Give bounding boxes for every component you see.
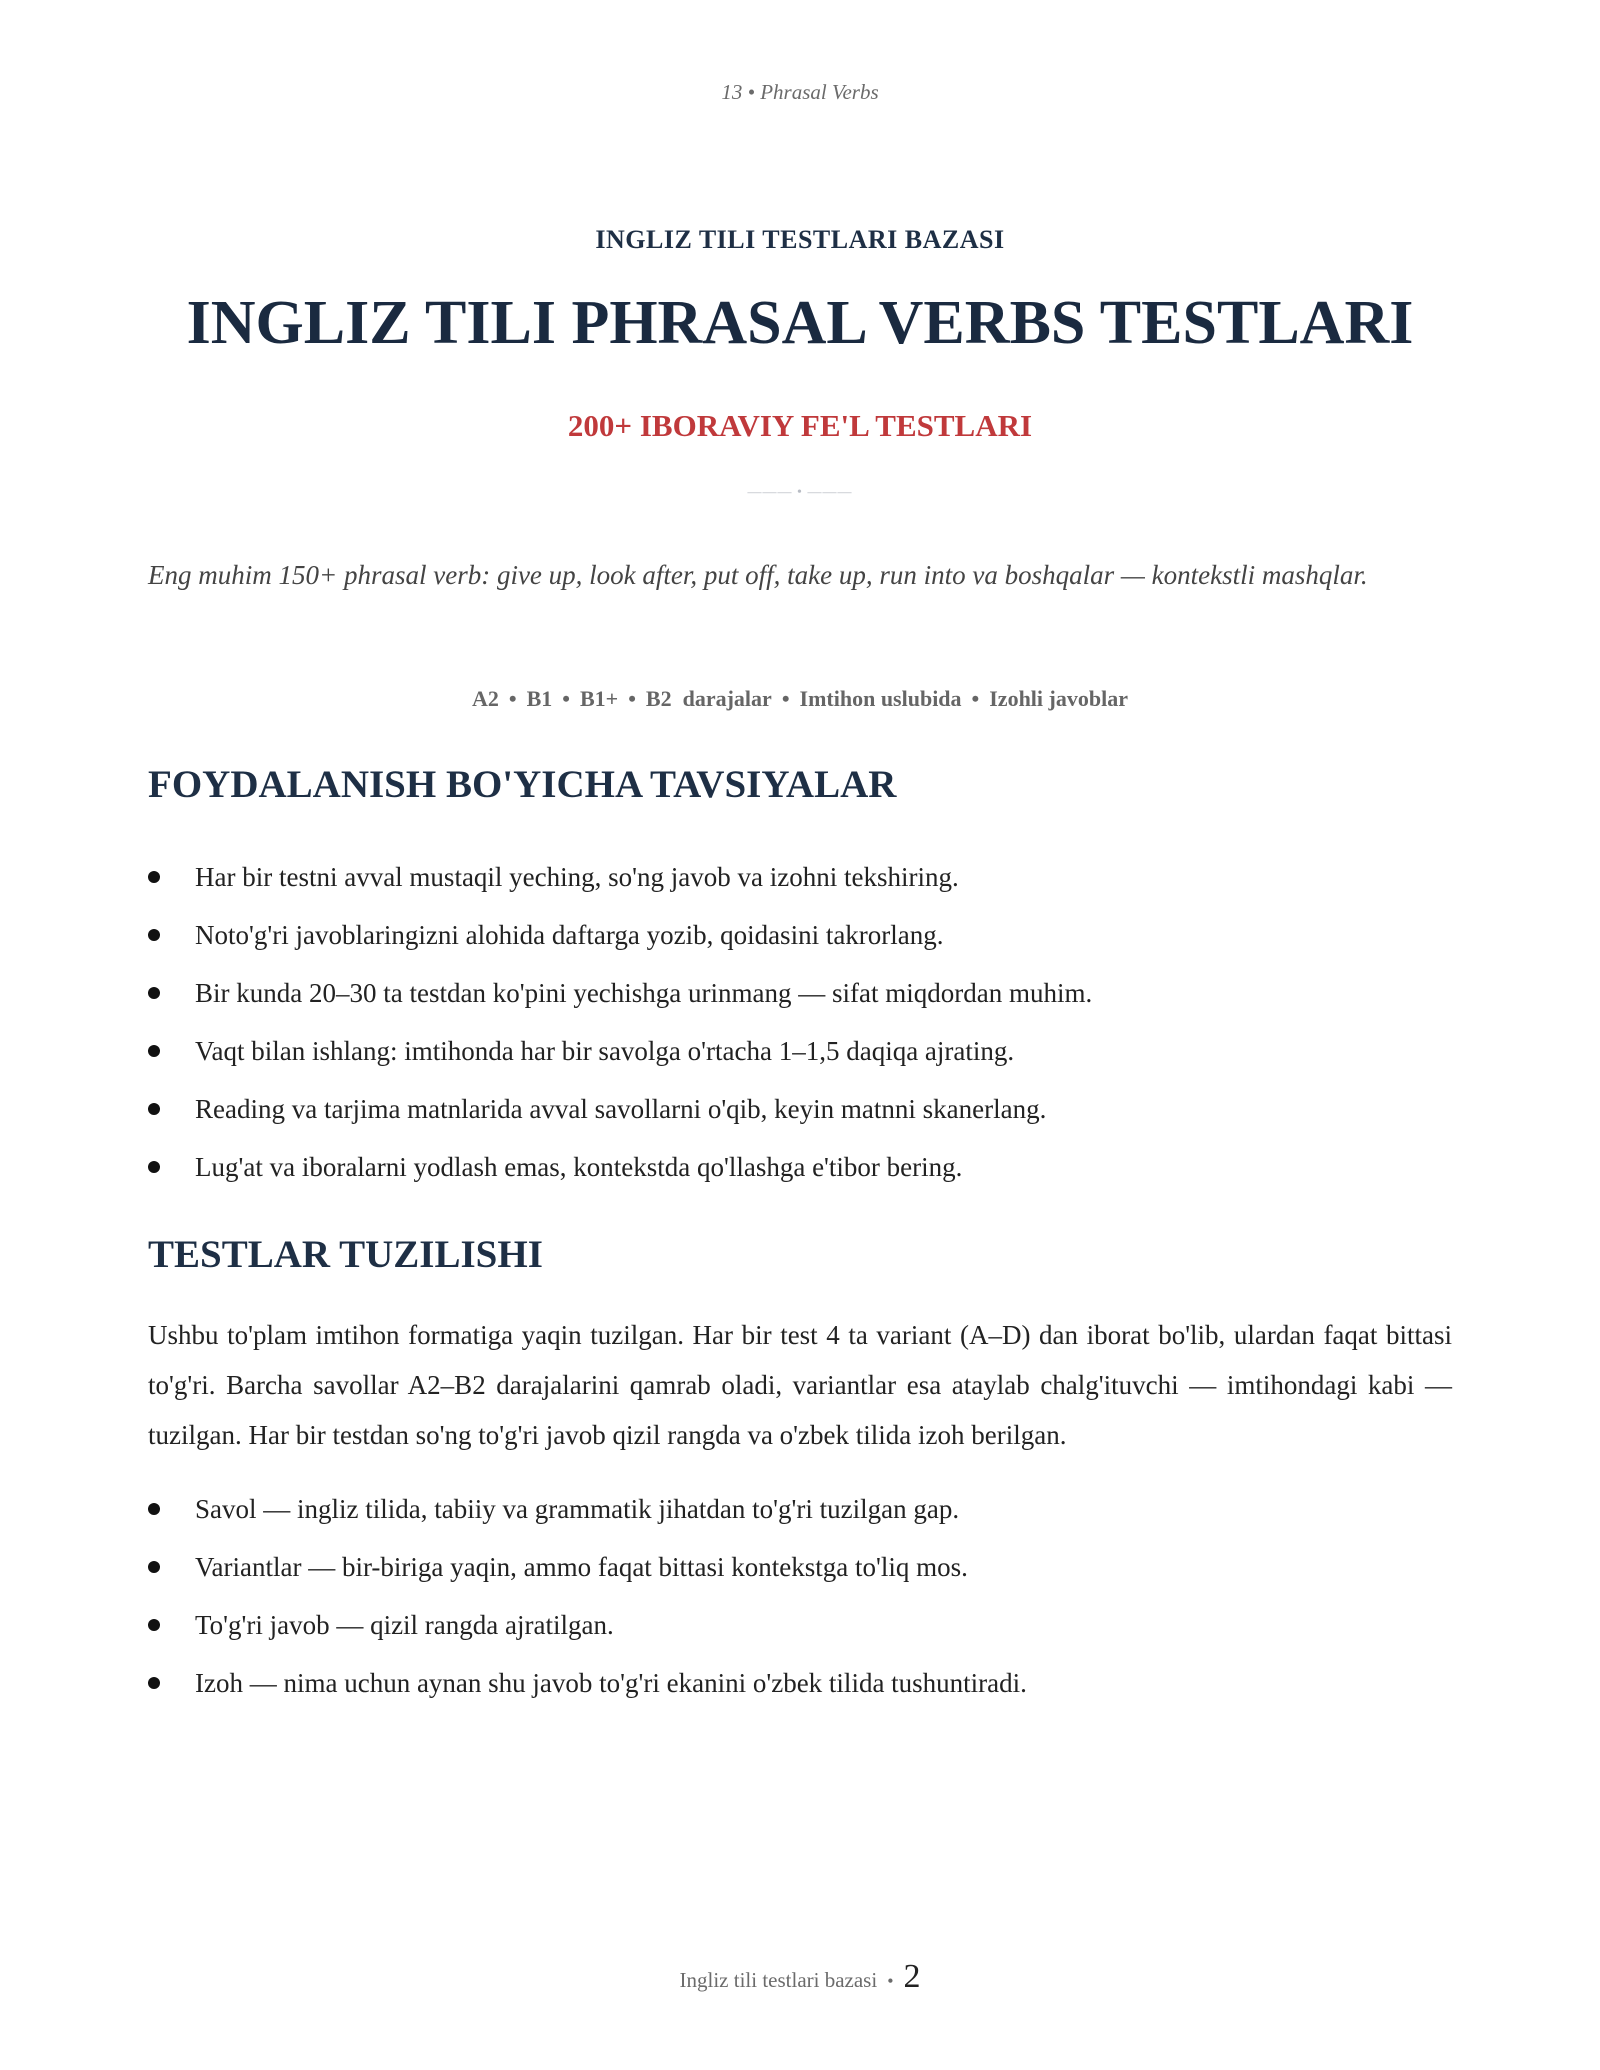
level-separator: • [781, 686, 790, 711]
list-item-text: Vaqt bilan ishlang: imtihonda har bir savolga o'rtacha 1–1,5 daqiqa ajrating. [195, 1036, 1015, 1066]
list-item [148, 1538, 1452, 1596]
list-item-text: Har bir testni avval mustaqil yeching, so'ng javob va izohni tekshiring. [195, 862, 959, 892]
bullet-icon [148, 1619, 160, 1631]
list-item-text: Variantlar — bir-biriga yaqin, ammo faqat bittasi kontekstga to'liq mos. [195, 1552, 968, 1582]
level-separator: • [562, 686, 570, 711]
footer-text: Ingliz tili testlari bazasi [679, 1968, 878, 1992]
tips-list [148, 848, 1452, 1196]
section-heading-tips: FOYDALANISH BO'YICHA TAVSIYALAR [148, 763, 897, 806]
list-item [148, 1480, 1452, 1538]
list-item [148, 906, 1452, 964]
section-heading-structure: TESTLAR TUZILISHI [148, 1233, 543, 1276]
level-tag: A2 [472, 686, 499, 711]
list-item [148, 1596, 1452, 1654]
page-title: INGLIZ TILI PHRASAL VERBS TESTLARI [186, 289, 1414, 357]
bullet-icon [148, 929, 160, 941]
bullet-icon [148, 1677, 160, 1689]
structure-paragraph: Ushbu to'plam imtihon formatiga yaqin tuzilgan. Har bir test 4 ta variant (A–D) dan iborat bo'lib, ulardan faqat bittasi to'g'ri. Barcha savollar A2–B2 darajalarini qamrab oladi, variantlar esa ataylab chalg'ituvchi — imtihondagi kabi — tuzilgan. Har bir testdan so'ng to'g'ri javob qizil rangda va o'zbek tilida izoh berilgan. [148, 1320, 1452, 1450]
running-head: 13 • Phrasal Verbs [721, 80, 879, 104]
intro-paragraph: Eng muhim 150+ phrasal verb: give up, look after, put off, take up, run into va boshqalar — kontekstli mashqlar. [148, 560, 1368, 590]
levels-line [0, 686, 1600, 712]
footer-separator: • [887, 1971, 894, 1991]
list-item-text: Reading va tarjima matnlarida avval savollarni o'qib, keyin matnni skanerlang. [195, 1094, 1047, 1124]
list-item [148, 1654, 1452, 1712]
list-item [148, 1022, 1452, 1080]
bullet-icon [148, 1561, 160, 1573]
list-item [148, 848, 1452, 906]
list-item [148, 964, 1452, 1022]
list-item-text: To'g'ri javob — qizil rangda ajratilgan. [195, 1610, 614, 1640]
series-kicker: INGLIZ TILI TESTLARI BAZASI [595, 225, 1005, 254]
level-tag: Izohli javoblar [989, 686, 1128, 711]
level-tag: Imtihon uslubida [799, 686, 962, 711]
page-footer [0, 1958, 1600, 1996]
level-separator: • [971, 686, 980, 711]
list-item-text: Noto'g'ri javoblaringizni alohida daftarga yozib, qoidasini takrorlang. [195, 920, 944, 950]
list-item-text: Savol — ingliz tilida, tabiiy va grammatik jihatdan to'g'ri tuzilgan gap. [195, 1494, 960, 1524]
level-tag: B1 [526, 686, 553, 711]
list-item-text: Izoh — nima uchun aynan shu javob to'g'ri ekanini o'zbek tilida tushuntiradi. [195, 1668, 1027, 1698]
level-tag: B1+ [580, 686, 619, 711]
ornamental-divider: ——— • ——— [747, 485, 853, 500]
level-tag: B2 darajalar [645, 686, 772, 711]
bullet-icon [148, 1103, 160, 1115]
bullet-icon [148, 1161, 160, 1173]
bullet-icon [148, 1045, 160, 1057]
list-item-text: Bir kunda 20–30 ta testdan ko'pini yechishga urinmang — sifat miqdordan muhim. [195, 978, 1093, 1008]
bullet-icon [148, 871, 160, 883]
structure-list [148, 1480, 1452, 1712]
list-item [148, 1138, 1452, 1196]
page-subtitle: 200+ IBORAVIY FE'L TESTLARI [567, 408, 1033, 443]
level-separator: • [508, 686, 517, 711]
bullet-icon [148, 1503, 160, 1515]
bullet-icon [148, 987, 160, 999]
page-number: 2 [903, 1958, 921, 1995]
list-item [148, 1080, 1452, 1138]
list-item-text: Lug'at va iboralarni yodlash emas, kontekstda qo'llashga e'tibor bering. [195, 1152, 963, 1182]
level-separator: • [628, 686, 636, 711]
